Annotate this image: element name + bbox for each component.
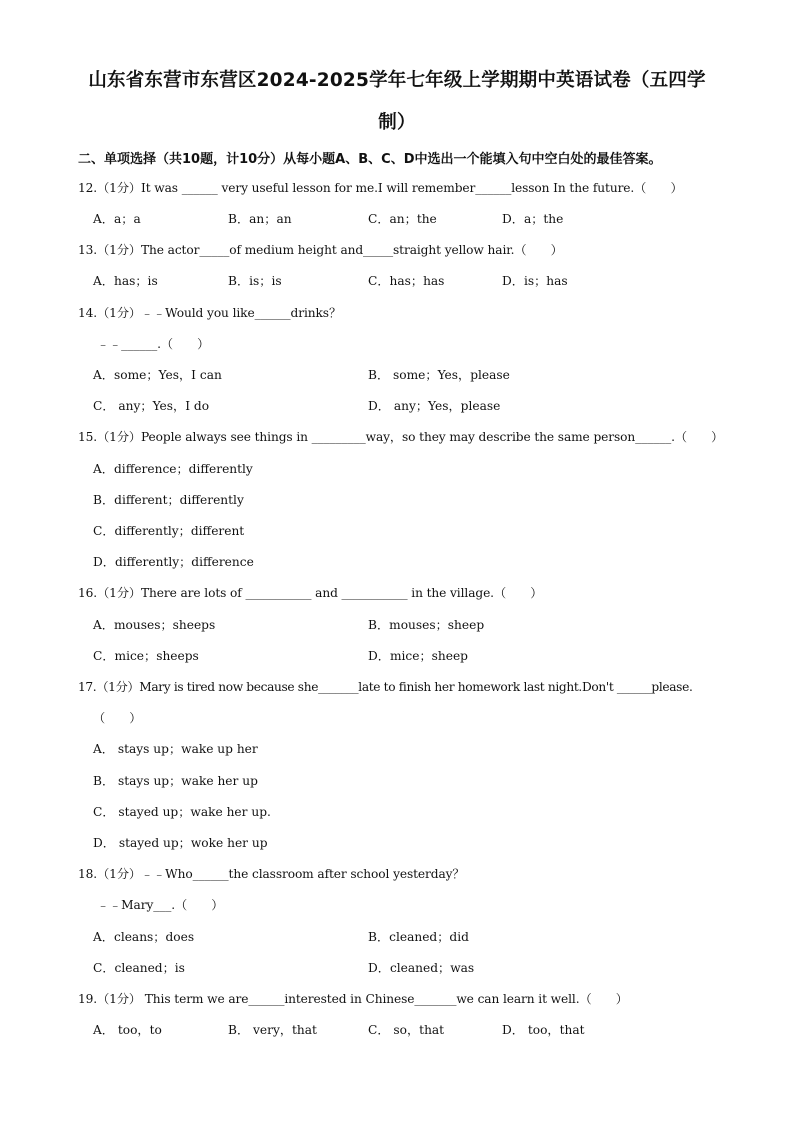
question-13-stem: 13.（1分）The actor_____of medium height and_____straight yellow hair.（ ）: [78, 243, 563, 257]
question-17-stem-paren: （ ）: [93, 711, 142, 725]
question-19-stem: 19.（1分） This term we are______interested in Chinese_______we can learn it well.（ ）: [78, 992, 628, 1006]
question-13-option-c: C．has；has: [368, 274, 445, 288]
question-14-option-d: D． any；Yes，please: [368, 399, 501, 413]
exam-title-line-2: 制）: [378, 112, 416, 133]
question-14-option-c: C． any；Yes，I do: [93, 399, 210, 413]
question-13-option-d: D．is；has: [502, 274, 568, 288]
question-17-option-a: A． stays up；wake up her: [93, 742, 258, 756]
question-14-option-b: B． some；Yes，please: [368, 368, 510, 382]
question-17-option-c: C． stayed up；wake her up.: [93, 805, 271, 819]
question-18-stem-reply: ﹣﹣Mary___.（ ）: [97, 898, 224, 912]
question-15-option-a: A．difference；differently: [93, 462, 253, 476]
question-18-option-a: A．cleans；does: [93, 930, 195, 944]
question-16-option-b: B．mouses；sheep: [368, 618, 485, 632]
question-14-stem: 14.（1分）﹣﹣Would you like______drinks？: [78, 306, 342, 320]
question-12-option-a: A．a；a: [93, 212, 141, 226]
question-12-option-d: D．a；the: [502, 212, 564, 226]
question-18-option-b: B．cleaned；did: [368, 930, 469, 944]
question-19-option-b: B． very，that: [228, 1023, 317, 1037]
question-16-option-c: C．mice；sheeps: [93, 649, 199, 663]
question-17-stem: 17.（1分）Mary is tired now because she_______late to finish her homework last night.Don't ______please.: [78, 680, 693, 694]
question-19-option-d: D． too，that: [502, 1023, 585, 1037]
question-19-option-c: C． so，that: [368, 1023, 445, 1037]
question-18-option-d: D．cleaned；was: [368, 961, 475, 975]
exam-title-line-1: 山东省东营市东营区2024-2025学年七年级上学期期中英语试卷（五四学: [88, 70, 706, 91]
question-12-option-b: B．an；an: [228, 212, 292, 226]
question-19-option-a: A． too，to: [93, 1023, 162, 1037]
question-14-option-a: A．some；Yes，I can: [93, 368, 222, 382]
question-16-stem: 16.（1分）There are lots of ___________ and ___________ in the village.（ ）: [78, 586, 543, 600]
question-16-option-a: A．mouses；sheeps: [93, 618, 216, 632]
question-12-stem: 12.（1分）It was ______ very useful lesson for me.I will remember______lesson In the future.（ ）: [78, 181, 683, 195]
question-15-option-c: C．differently；different: [93, 524, 245, 538]
question-15-stem: 15.（1分）People always see things in _________way，so they may describe the same person______.（ ）: [78, 430, 724, 444]
section-heading: 二、单项选择（共10题，计10分）从每小题A、B、C、D中选出一个能填入句中空白处的最佳答案。: [78, 152, 662, 167]
question-15-option-d: D．differently；difference: [93, 555, 254, 569]
question-14-stem-reply: ﹣﹣______.（ ）: [97, 337, 210, 351]
question-17-option-b: B． stays up；wake her up: [93, 774, 258, 788]
question-17-option-d: D． stayed up；woke her up: [93, 836, 268, 850]
question-18-stem: 18.（1分）﹣﹣Who______the classroom after school yesterday？: [78, 867, 465, 881]
question-16-option-d: D．mice；sheep: [368, 649, 468, 663]
question-13-option-a: A．has；is: [93, 274, 158, 288]
question-12-option-c: C．an；the: [368, 212, 437, 226]
question-15-option-b: B．different；differently: [93, 493, 244, 507]
question-18-option-c: C．cleaned；is: [93, 961, 185, 975]
question-13-option-b: B．is；is: [228, 274, 282, 288]
